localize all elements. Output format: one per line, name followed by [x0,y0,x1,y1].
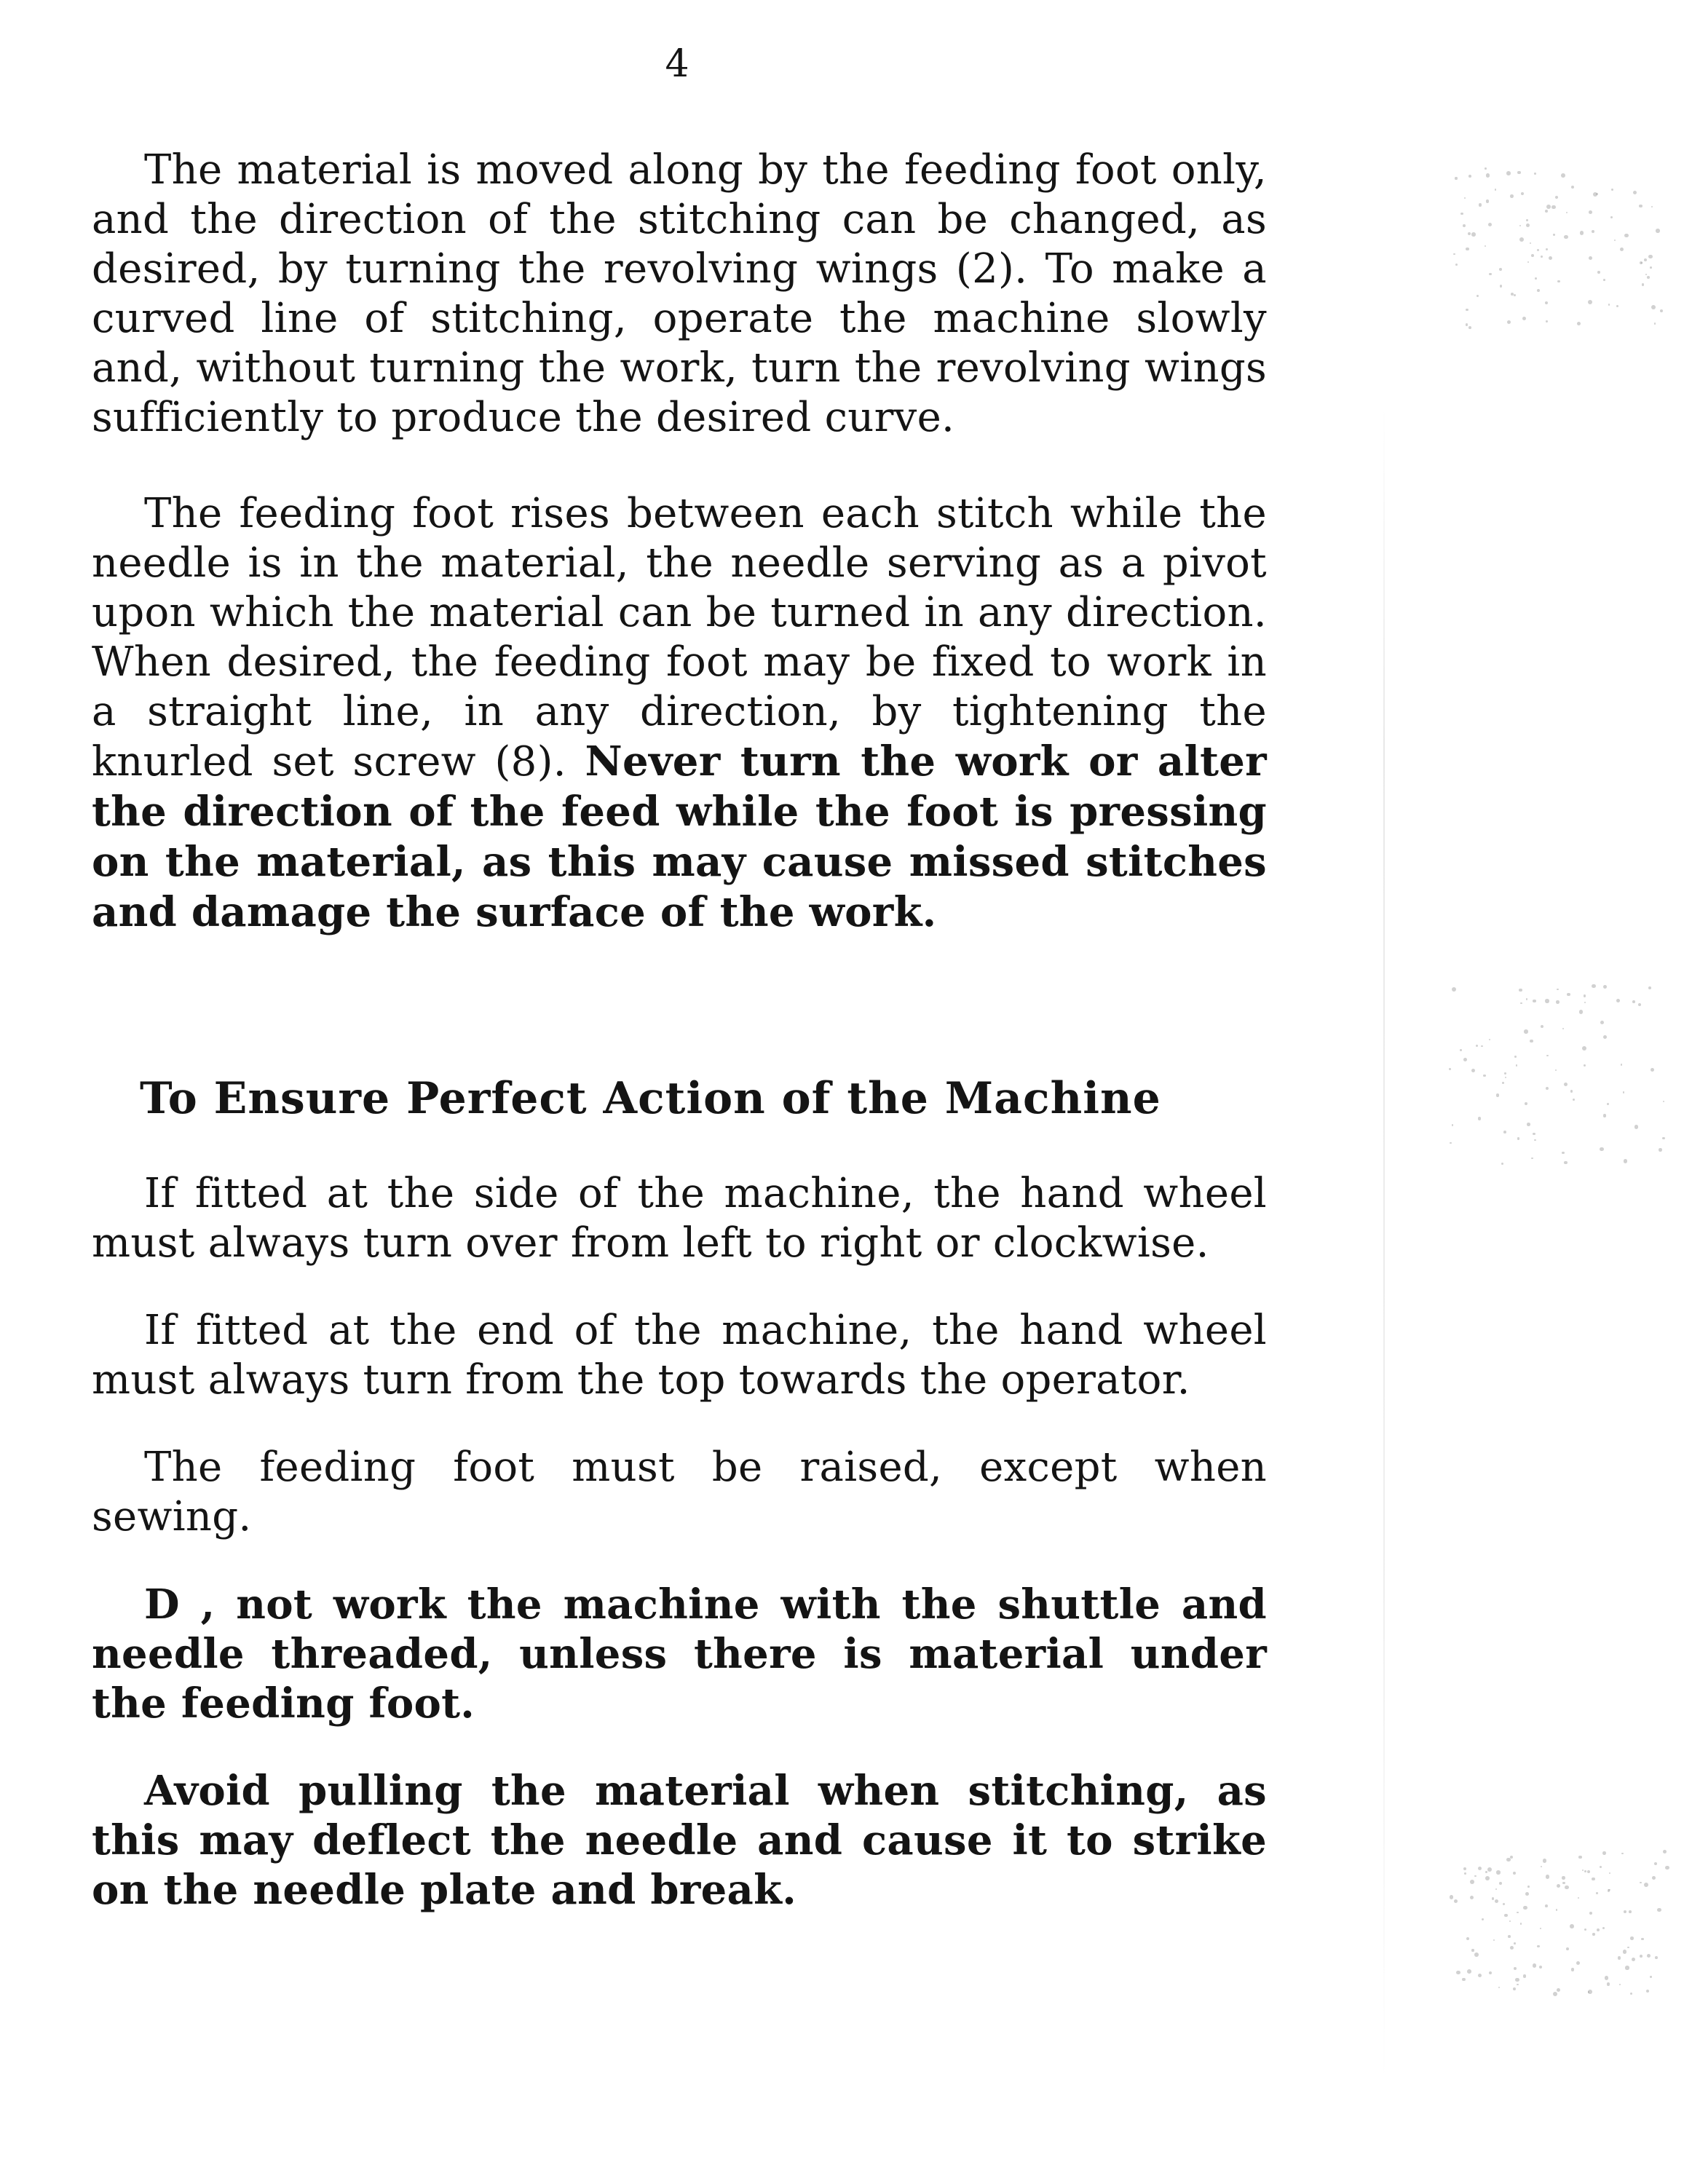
scan-speckle [1589,210,1592,214]
scan-speckle [1600,1866,1602,1868]
scan-speckle [1648,986,1651,989]
scan-speckle [1470,1896,1474,1899]
scan-speckle [1488,223,1492,226]
scan-speckle [1485,1871,1487,1873]
scan-speckle [1534,173,1536,175]
scan-speckle [1514,294,1516,296]
scan-speckle [1564,1083,1568,1086]
scan-speckle [1562,1028,1564,1029]
scan-speckle [1630,1936,1634,1940]
scan-speckle [1589,1912,1592,1915]
scan-speckle [1455,264,1458,266]
scan-speckle [1489,1971,1492,1974]
scan-speckle [1483,1075,1486,1077]
scan-speckle [1516,1064,1517,1066]
scan-speckle [1492,1897,1494,1899]
scan-speckle [1580,231,1584,235]
scan-speckle [1466,248,1469,251]
scan-speckle [1545,301,1548,304]
scan-speckle [1588,300,1592,304]
scan-speckle [1530,242,1531,244]
scan-speckle [1463,1058,1467,1061]
scan-speckle [1513,1872,1516,1875]
scan-speckle [1499,1882,1502,1885]
scan-speckle [1474,1875,1476,1877]
scan-speckle [1561,173,1565,178]
scan-speckle [1654,1862,1658,1866]
scan-speckle [1621,1064,1622,1065]
scan-speckle [1478,1974,1482,1977]
scan-speckle [1592,1878,1595,1881]
scan-speckle [1600,1021,1604,1024]
paragraph-foot-raised: The feeding foot must be raised, except when sewing. [92,1444,1267,1540]
scan-speckle [1541,1866,1542,1867]
scan-speckle [1600,1147,1604,1152]
scan-speckle [1500,285,1502,287]
scan-speckle [1551,205,1556,210]
scan-speckle [1553,234,1554,235]
paragraph-avoid-pulling: Avoid pulling the material when stitching, as this may deflect the needle and cause it to strike on the needle plate and break. [92,1767,1267,1914]
scan-speckle [1619,1984,1621,1985]
scan-speckle [1611,189,1613,191]
paragraph-feeding-foot-direction: The material is moved along by the feeding foot only, and the direction of the stitching can be changed, as desired, by turning the revolving wings (2). To make a curved line of stitching, operate the machine slowly and, without turning the work, turn the revolving wings sufficiently to produce the desired curve. [92,146,1267,441]
scan-speckle [1537,249,1539,251]
scan-speckle [1517,1984,1519,1986]
scan-speckle [1549,256,1552,260]
scan-speckle [1610,216,1613,218]
scan-speckle [1577,322,1581,325]
scan-speckle [1502,1082,1504,1084]
scan-speckle [1644,1883,1648,1887]
scan-speckle [1632,1000,1635,1003]
scan-speckle [1477,295,1479,298]
scan-speckle [1523,1906,1527,1910]
scan-speckle [1467,1969,1471,1974]
scan-speckle [1531,1158,1533,1160]
scan-speckle [1450,1895,1454,1899]
scan-speckle [1571,186,1574,189]
scan-speckle [1450,1142,1452,1144]
scan-speckle [1654,323,1656,324]
scan-speckle [1640,1955,1643,1958]
scan-speckle [1645,274,1647,275]
scan-speckle [1523,1974,1526,1977]
scan-speckle [1514,1056,1517,1058]
scan-speckle [1535,277,1537,280]
scan-speckle [1603,1114,1606,1117]
scan-speckle [1556,1909,1558,1911]
paragraph-hand-wheel-side: If fitted at the side of the machine, the hand wheel must always turn over from left to right or clockwise. [92,1170,1267,1267]
scan-speckle [1562,1152,1565,1155]
scan-speckle [1609,1872,1610,1874]
page-number: 4 [665,42,689,86]
scan-speckle [1543,1859,1547,1863]
scan-speckle [1466,323,1468,326]
scan-speckle [1482,1918,1484,1920]
scan-speckle [1589,256,1592,260]
scan-speckle [1650,1976,1651,1977]
warning-text: Never turn the work or alter the direction of the feed while the foot is pressing on the material, as this may cause missed stitches and damage the surface of the work. [92,737,1267,936]
scan-speckle [1571,1968,1575,1971]
scan-speckle [1463,1867,1466,1870]
paragraph-feeding-foot-pivot [92,489,1267,938]
scan-speckle [1519,989,1522,992]
scan-speckle [1471,1949,1474,1951]
scan-speckle [1629,1910,1632,1913]
scan-speckle [1485,1876,1490,1880]
scan-speckle [1584,1870,1586,1872]
scan-speckle [1607,1103,1609,1105]
scan-speckle [1546,1875,1550,1879]
scan-speckle [1506,171,1511,175]
scan-speckle [1503,1903,1505,1905]
scan-speckle [1546,1087,1549,1090]
scan-speckle [1509,1920,1511,1923]
scan-speckle [1642,283,1645,286]
scan-speckle [1592,984,1595,988]
scan-speckle [1525,1102,1527,1105]
scan-speckle [1644,258,1647,261]
scan-speckle [1603,985,1607,989]
scan-speckle [1466,309,1468,311]
scan-speckle [1607,1982,1610,1986]
scan-speckle [1501,1163,1503,1165]
scan-speckle [1530,1040,1533,1043]
scan-speckle [1592,1933,1594,1935]
scan-speckle [1567,993,1570,996]
scan-speckle [1495,1899,1498,1903]
scan-speckle [1553,1992,1557,1996]
scan-speckle [1602,1927,1605,1929]
scan-speckle [1514,1967,1517,1970]
scan-speckle [1566,1947,1569,1950]
scan-speckle [1519,237,1524,242]
scan-speckle [1510,1946,1514,1950]
scan-speckle [1527,261,1529,263]
scan-speckle [1468,175,1471,178]
scan-speckle [1557,280,1560,283]
scan-speckle [1657,1908,1661,1912]
scan-speckle [1651,305,1656,309]
scan-speckle [1471,232,1476,237]
scan-speckle [1555,1069,1557,1071]
scan-speckle [1576,1961,1580,1965]
scan-speckle [1618,1956,1621,1960]
scan-speckle [1608,304,1610,306]
scan-speckle [1460,213,1463,215]
scan-speckle [1514,1942,1516,1944]
scan-speckle [1464,1872,1466,1875]
scan-speckle [1555,196,1558,199]
scan-speckle [1522,317,1526,320]
scan-speckle [1565,1886,1569,1890]
scan-margin-shadow [1383,408,1385,2082]
scan-speckle [1570,1090,1573,1092]
scan-speckle [1608,1889,1610,1892]
scan-speckle [1533,1963,1536,1967]
scan-speckle [1495,1888,1497,1890]
scan-speckle [1485,245,1486,247]
scan-speckle [1584,994,1586,997]
scan-speckle [1515,1978,1519,1982]
scan-speckle [1525,1892,1529,1896]
scan-speckle [1486,173,1490,177]
scan-speckle [1545,999,1549,1002]
scan-speckle [1616,305,1618,307]
scan-speckle [1537,1945,1539,1947]
scan-speckle [1499,268,1502,271]
section-heading: To Ensure Perfect Action of the Machine [140,1073,1161,1124]
scan-speckle [1545,210,1548,213]
scan-speckle [1489,1039,1490,1040]
scan-speckle [1504,1072,1506,1074]
scan-speckle [1471,1069,1475,1072]
scan-speckle [1616,999,1620,1002]
scan-speckle [1460,1049,1462,1051]
scan-speckle [1521,192,1524,195]
scan-speckle [1579,1010,1584,1014]
scan-speckle [1468,326,1471,329]
scan-speckle [1463,224,1466,227]
scan-speckle [1603,1035,1607,1039]
scan-speckle [1597,271,1600,274]
scan-speckle [1632,1958,1635,1961]
scan-speckle [1478,1117,1481,1120]
scan-speckle [1646,1990,1649,1993]
scan-speckle [1578,1856,1582,1859]
scan-speckle [1656,229,1660,233]
scan-speckle [1597,1928,1600,1931]
scan-speckle [1655,1956,1658,1959]
scan-speckle [1665,1866,1669,1870]
scan-speckle [1452,987,1456,992]
scan-speckle [1573,1099,1575,1101]
scan-speckle [1633,191,1637,194]
scan-speckle [1495,189,1496,190]
scan-speckle [1520,1923,1522,1925]
scan-speckle [1507,320,1511,324]
scan-speckle [1455,177,1457,179]
scan-speckle [1651,1068,1654,1072]
scan-speckle [1540,1928,1541,1929]
scan-speckle [1650,266,1652,269]
scan-speckle [1605,1976,1608,1979]
scan-speckle [1624,234,1629,238]
scan-speckle [1546,320,1547,322]
scan-speckle [1638,1003,1641,1006]
scan-speckle [1623,1950,1626,1953]
scan-speckle [1566,212,1568,213]
scan-speckle [1663,1850,1667,1853]
scan-speckle [1474,1952,1479,1957]
scan-speckle [1648,255,1652,258]
scan-speckle [1588,1990,1592,1994]
scan-speckle [1578,1897,1579,1899]
scan-speckle [1510,194,1514,198]
scan-speckle [1517,171,1520,174]
scan-speckle [1640,1882,1641,1883]
scan-speckle [1624,1159,1628,1163]
scan-speckle [1562,1882,1565,1884]
scan-speckle [1639,205,1643,208]
scan-speckle [1462,1978,1466,1982]
scan-speckle [1464,197,1466,199]
scan-speckle [1453,253,1455,255]
scan-speckle [1584,1928,1586,1931]
scan-speckle [1587,1870,1590,1873]
scan-speckle [1546,1055,1548,1056]
scan-speckle [1541,1025,1543,1028]
scan-speckle [1505,1077,1506,1078]
scan-speckle [1539,1966,1542,1969]
scan-speckle [1627,1947,1629,1949]
scan-speckle [1640,261,1643,264]
scan-speckle [1454,1899,1458,1903]
scan-speckle [1630,1993,1632,1995]
scan-speckle [1582,1046,1586,1051]
scan-speckle [1634,1125,1639,1129]
scan-speckle [1496,1093,1499,1096]
scan-speckle [1531,254,1534,257]
scan-speckle [1508,1935,1511,1938]
scan-speckle [1564,1161,1567,1164]
text-column [92,146,1267,1915]
scan-speckle [1541,256,1543,258]
scan-speckle [1662,1137,1664,1139]
scan-speckle [1647,276,1650,279]
scan-speckle [1452,1124,1454,1126]
scan-speckle [1533,1133,1535,1136]
scan-speckle [1557,1884,1560,1888]
scan-speckle [1466,1937,1469,1940]
paragraph-pivot-text: The feeding foot rises between each stitch while the needle is in the material, the needle serving as a pivot upon which the material can be turned in any direction. When desired, the feeding foot may be fixed to work in a straight line, in any direction, by tightening the knurled set screw (8). [92,490,1267,786]
scan-speckle [1584,1064,1586,1067]
scan-speckle [1603,279,1605,281]
scan-speckle [1625,1966,1629,1969]
scan-speckle [1527,1123,1530,1126]
scan-speckle [1592,230,1594,233]
scan-speckle [1513,1987,1516,1990]
scan-speckle [1481,1045,1483,1048]
scan-speckle [1493,1939,1495,1941]
scan-speckle [1526,219,1528,221]
scan-speckle [1526,998,1527,1000]
scan-speckle [1487,1867,1492,1872]
scan-speckle [1623,1091,1625,1093]
scan-speckle [1520,1002,1522,1004]
scan-speckle [1593,192,1597,197]
scan-speckle [1517,1137,1520,1140]
scan-speckle [1556,1000,1560,1004]
scan-speckle [1651,206,1653,207]
scan-speckle [1526,223,1530,227]
scan-speckle [1503,1131,1506,1133]
scan-speckle [1624,1910,1626,1913]
scan-speckle [1533,1000,1535,1002]
scan-speckle [1486,199,1490,203]
scan-speckle [1545,1904,1548,1907]
scan-speckle [1479,203,1482,207]
scan-speckle [1584,1002,1586,1003]
scan-speckle [1582,1870,1584,1871]
scan-speckle [1510,1856,1513,1859]
scan-speckle [1652,1876,1656,1880]
scan-speckle [1570,1924,1574,1928]
scan-speckle [1449,1068,1451,1070]
scan-speckle [1602,1851,1606,1855]
scan-speckle [1557,1988,1560,1992]
scan-speckle [1485,167,1487,170]
scan-speckle [1534,1139,1535,1141]
scan-speckle [1546,248,1548,250]
scan-speckle [1527,1886,1530,1888]
scan-speckle [1524,1029,1528,1034]
scan-speckle [1614,240,1616,241]
scan-speckle [1659,1148,1662,1152]
scan-speckle [1468,232,1471,235]
scan-speckle [1496,1870,1500,1874]
scan-speckle [1660,309,1663,312]
paragraph-threaded-shuttle: D , not work the machine with the shuttle and needle threaded, unless there is material under the feeding foot. [92,1580,1267,1728]
scan-speckle [1641,1938,1644,1941]
scan-speckle [1596,1892,1598,1894]
scan-speckle [1546,205,1551,209]
scan-speckle [1478,1867,1482,1870]
scan-speckle [1470,1880,1474,1884]
scan-speckle [1647,1954,1651,1958]
scan-speckle [1557,989,1558,990]
scan-speckle [1504,1914,1507,1917]
scan-speckle [1663,1101,1664,1102]
scan-speckle [1476,1045,1478,1047]
scan-speckle [1489,273,1492,276]
scan-speckle [1519,225,1521,226]
scan-speckle [1562,1876,1565,1880]
scan-speckle [1517,1912,1518,1913]
scan-speckle [1456,1971,1460,1975]
scan-speckle [1564,235,1568,240]
scan-speckle [1498,1987,1500,1988]
scan-speckle [1620,248,1624,251]
paragraph-hand-wheel-end: If fitted at the end of the machine, the hand wheel must always turn from the top towards the operator. [92,1307,1267,1404]
scan-speckle [1537,289,1540,292]
scan-speckle [1621,1853,1623,1854]
